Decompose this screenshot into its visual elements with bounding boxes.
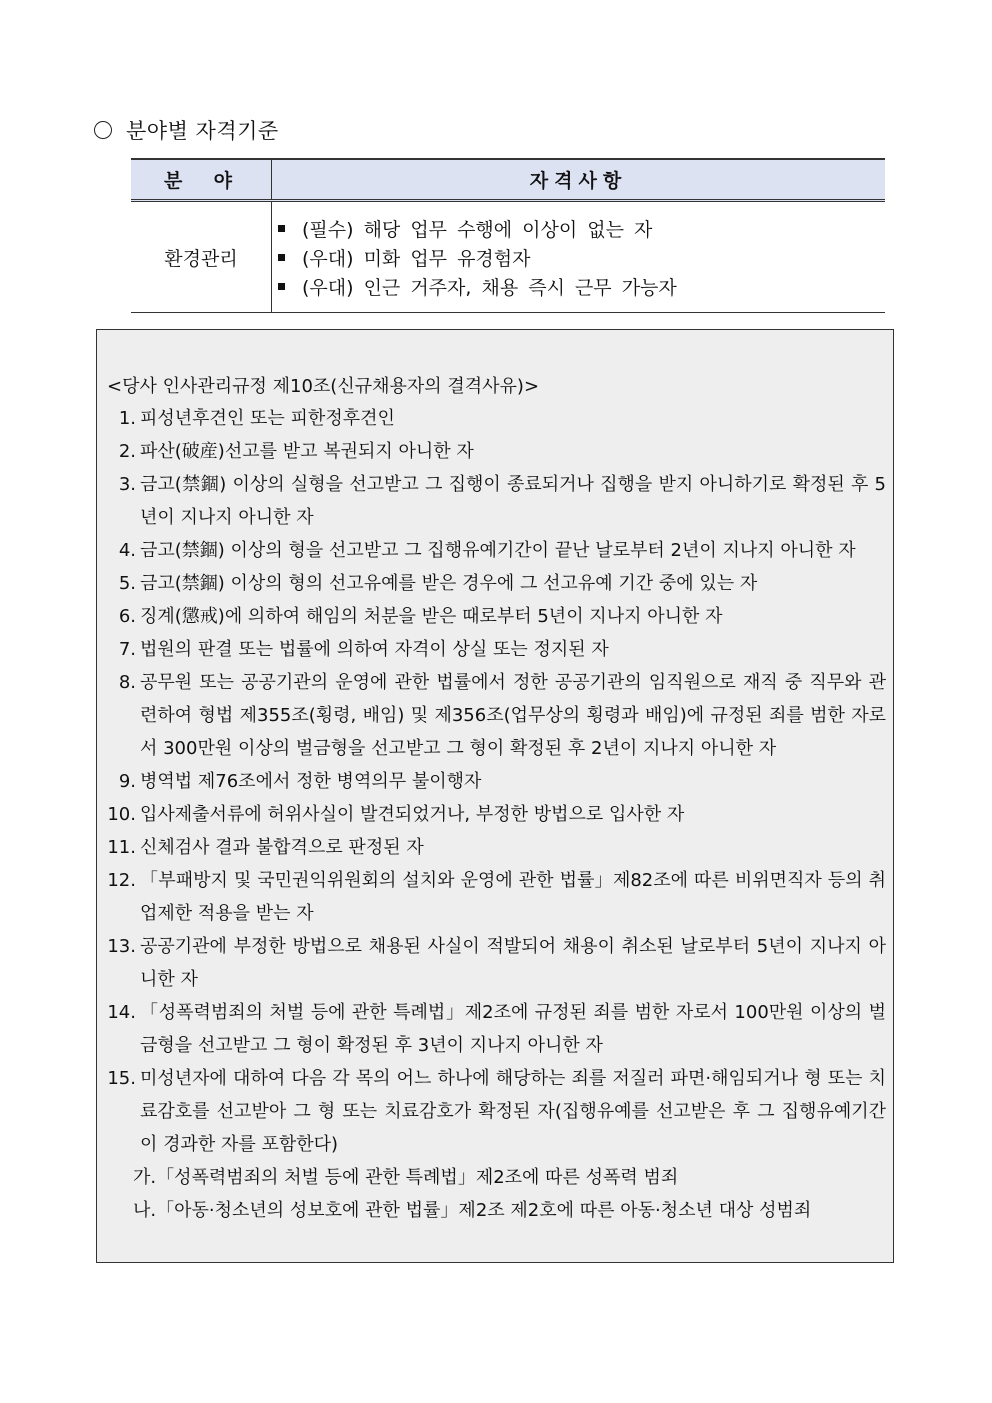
rule-number: 7. bbox=[118, 639, 136, 660]
section-title bbox=[94, 114, 279, 146]
requirement-text: (우대) 미화 업무 유경험자 bbox=[302, 247, 531, 270]
rule-text: 피성년후견인 또는 피한정후견인 bbox=[140, 408, 395, 429]
rule-number: 15. bbox=[107, 1068, 136, 1089]
table-header-row bbox=[131, 159, 885, 201]
rule-number: 12. bbox=[107, 870, 136, 891]
rule-item bbox=[97, 633, 895, 666]
rule-number: 5. bbox=[118, 573, 136, 594]
field-cell: 환경관리 bbox=[131, 201, 272, 313]
header-qualifications: 자격사항 bbox=[272, 159, 886, 201]
rule-text: 신체검사 결과 불합격으로 판정된 자 bbox=[140, 837, 424, 858]
rule-item bbox=[97, 567, 895, 600]
rule-item bbox=[97, 765, 895, 798]
rule-text: 금고(禁錮) 이상의 실형을 선고받고 그 집행이 종료되거나 집행을 받지 아니하기로 확정된 후 5년이 지나지 아니한 자 bbox=[140, 474, 886, 528]
qualification-cell bbox=[272, 201, 886, 313]
rule-number: 2. bbox=[118, 441, 136, 462]
rule-sub-item: 가.「성폭력범죄의 처벌 등에 관한 특례법」제2조에 따른 성폭력 범죄 bbox=[133, 1167, 679, 1188]
rule-text: 병역법 제76조에서 정한 병역의무 불이행자 bbox=[140, 771, 482, 792]
disqualification-box bbox=[96, 329, 894, 1263]
rule-item bbox=[97, 831, 895, 864]
rule-text: 징계(懲戒)에 의하여 해임의 처분을 받은 때로부터 5년이 지나지 아니한 자 bbox=[140, 606, 723, 627]
rule-number: 11. bbox=[107, 837, 136, 858]
rule-text: 미성년자에 대하여 다음 각 목의 어느 하나에 해당하는 죄를 저질러 파면·해임되거나 형 또는 치료감호를 선고받아 그 형 또는 치료감호가 확정된 자(집행유예를 선고받은 후 그 집행유예기간이 경과한 자를 포함한다) bbox=[140, 1068, 886, 1155]
rules-list bbox=[97, 402, 895, 1227]
rule-text: 「성폭력범죄의 처벌 등에 관한 특례법」제2조에 규정된 죄를 범한 자로서 100만원 이상의 벌금형을 선고받고 그 형이 확정된 후 3년이 지나지 아니한 자 bbox=[140, 1002, 886, 1056]
rule-item bbox=[97, 534, 895, 567]
rule-item bbox=[97, 1062, 895, 1161]
requirement-item bbox=[278, 272, 885, 301]
rule-item bbox=[97, 930, 895, 996]
square-bullet-icon bbox=[278, 254, 285, 261]
qualification-table bbox=[131, 158, 885, 313]
square-bullet-icon bbox=[278, 225, 285, 232]
rules-heading: <당사 인사관리규정 제10조(신규채용자의 결격사유)> bbox=[107, 376, 540, 397]
rule-item bbox=[97, 600, 895, 633]
rule-text: 공무원 또는 공공기관의 운영에 관한 법률에서 정한 공공기관의 임직원으로 재직 중 직무와 관련하여 형법 제355조(횡령, 배임) 및 제356조(업무상의 횡령과 배임)에 규정된 죄를 범한 자로서 300만원 이상의 벌금형을 선고받고 그 형이 확정된 후 2년이 지나지 아니한 자 bbox=[140, 672, 886, 759]
rule-number: 8. bbox=[118, 672, 136, 693]
rule-sub-item: 나.「아동·청소년의 성보호에 관한 법률」제2조 제2호에 따른 아동·청소년 대상 성범죄 bbox=[133, 1200, 812, 1221]
table-row bbox=[131, 201, 885, 313]
rule-number: 4. bbox=[118, 540, 136, 561]
rule-number: 10. bbox=[107, 804, 136, 825]
rule-item bbox=[97, 996, 895, 1062]
rule-text: 법원의 판결 또는 법률에 의하여 자격이 상실 또는 정지된 자 bbox=[140, 639, 609, 660]
rule-text: 공공기관에 부정한 방법으로 채용된 사실이 적발되어 채용이 취소된 날로부터 5년이 지나지 아니한 자 bbox=[140, 936, 886, 990]
rule-number: 1. bbox=[118, 408, 136, 429]
rule-text: 금고(禁錮) 이상의 형을 선고받고 그 집행유예기간이 끝난 날로부터 2년이 지나지 아니한 자 bbox=[140, 540, 856, 561]
rule-text: 금고(禁錮) 이상의 형의 선고유예를 받은 경우에 그 선고유예 기간 중에 있는 자 bbox=[140, 573, 758, 594]
rule-item bbox=[97, 666, 895, 765]
requirement-item bbox=[278, 214, 885, 243]
circle-bullet-icon bbox=[94, 121, 112, 139]
requirement-item bbox=[278, 243, 885, 272]
rule-item bbox=[97, 864, 895, 930]
rule-number: 13. bbox=[107, 936, 136, 957]
rule-text: 파산(破産)선고를 받고 복권되지 아니한 자 bbox=[140, 441, 474, 462]
rule-item bbox=[97, 435, 895, 468]
rule-item bbox=[97, 402, 895, 435]
rule-number: 3. bbox=[118, 474, 136, 495]
header-field: 분 야 bbox=[131, 159, 272, 201]
requirement-text: (필수) 해당 업무 수행에 이상이 없는 자 bbox=[302, 218, 653, 241]
rule-number: 9. bbox=[118, 771, 136, 792]
rule-number: 6. bbox=[118, 606, 136, 627]
rule-item bbox=[97, 798, 895, 831]
rule-text: 입사제출서류에 허위사실이 발견되었거나, 부정한 방법으로 입사한 자 bbox=[140, 804, 685, 825]
requirement-text: (우대) 인근 거주자, 채용 즉시 근무 가능자 bbox=[302, 276, 677, 299]
rule-text: 「부패방지 및 국민권익위원회의 설치와 운영에 관한 법률」제82조에 따른 비위면직자 등의 취업제한 적용을 받는 자 bbox=[140, 870, 886, 924]
rule-item bbox=[97, 468, 895, 534]
square-bullet-icon bbox=[278, 283, 285, 290]
rule-number: 14. bbox=[107, 1002, 136, 1023]
section-title-text: 분야별 자격기준 bbox=[126, 119, 279, 143]
